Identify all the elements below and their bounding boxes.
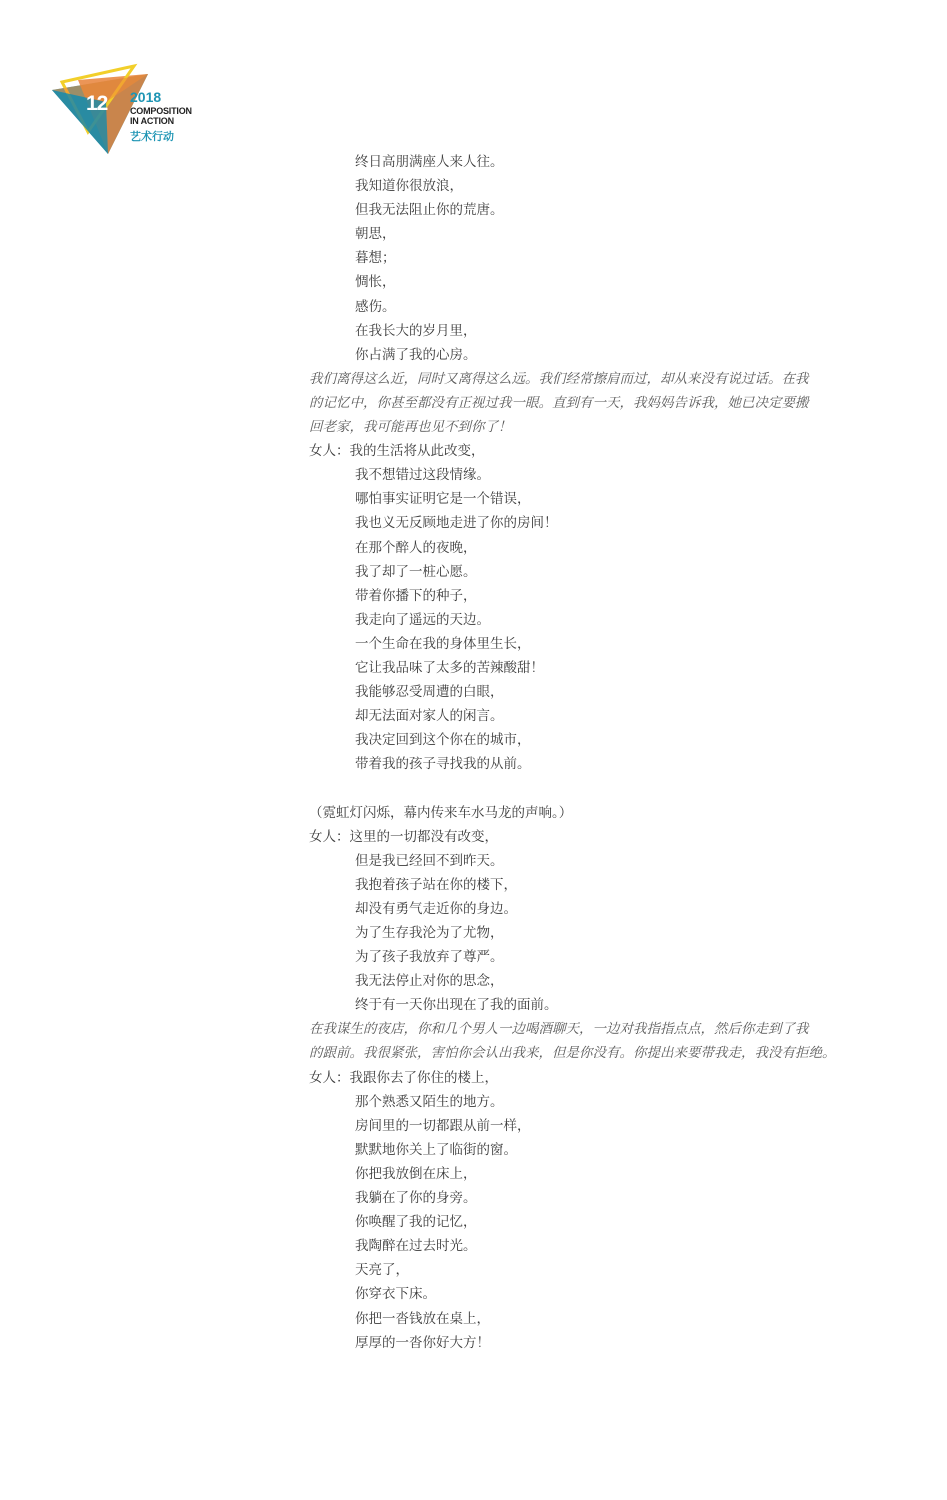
logo-title-line2: IN ACTION xyxy=(130,116,174,126)
verse-line: 你唤醒了我的记忆， xyxy=(355,1214,477,1231)
logo-title-line1: COMPOSITION xyxy=(130,106,192,116)
verse-line: 终于有一天你出现在了我的面前。 xyxy=(355,997,558,1014)
verse-line: 我能够忍受周遭的白眼， xyxy=(355,684,504,701)
verse-line: 却无法面对家人的闲言。 xyxy=(355,708,504,725)
page-number: 12 xyxy=(86,92,108,115)
speaker-label: 女人： xyxy=(309,443,350,460)
stage-direction: （霓虹灯闪烁，幕内传来车水马龙的声响。） xyxy=(309,804,573,821)
verse-line: 暮想； xyxy=(355,250,396,267)
narration-line: 在我谋生的夜店，你和几个男人一边喝酒聊天，一边对我指指点点，然后你走到了我 xyxy=(309,1021,809,1038)
verse-line: 带着我的孩子寻找我的从前。 xyxy=(355,756,531,773)
verse-line: 房间里的一切都跟从前一样， xyxy=(355,1117,531,1134)
logo-year: 2018 xyxy=(130,89,162,105)
verse-line: 在我长大的岁月里， xyxy=(355,322,477,339)
speaker-label: 女人： xyxy=(309,1069,350,1086)
verse-line: 你把我放倒在床上， xyxy=(355,1165,477,1182)
speaker-line xyxy=(309,439,879,463)
verse-line: 我不想错过这段情缘。 xyxy=(355,467,490,484)
verse-line: 你把一沓钱放在桌上， xyxy=(355,1310,490,1327)
verse-line: 为了孩子我放弃了尊严。 xyxy=(355,949,504,966)
verse-line: 我决定回到这个你在的城市， xyxy=(355,732,531,749)
verse-line: 朝思， xyxy=(355,226,396,243)
logo-title-cn: 艺术行动 xyxy=(130,130,174,143)
verse-text: 我的生活将从此改变， xyxy=(349,443,485,460)
script-body xyxy=(309,150,879,1355)
narration-line: 回老家，我可能再也见不到你了！ xyxy=(309,419,512,436)
verse-line: 我也义无反顾地走进了你的房间！ xyxy=(355,515,558,532)
verse-line: 它让我品味了太多的苦辣酸甜！ xyxy=(355,659,544,676)
verse-line: 却没有勇气走近你的身边。 xyxy=(355,900,517,917)
narration-line: 的记忆中，你甚至都没有正视过我一眼。直到有一天，我妈妈告诉我，她已决定要搬 xyxy=(309,394,809,411)
verse-line: 哪怕事实证明它是一个错误， xyxy=(355,491,531,508)
verse-line: 我陶醉在过去时光。 xyxy=(355,1238,477,1255)
verse-line: 但是我已经回不到昨天。 xyxy=(355,852,504,869)
speaker-label: 女人： xyxy=(309,828,350,845)
verse-line: 天亮了， xyxy=(355,1262,409,1279)
verse-line: 厚厚的一沓你好大方！ xyxy=(355,1334,490,1351)
verse-line: 我知道你很放浪， xyxy=(355,178,463,195)
narration-line: 我们离得这么近，同时又离得这么远。我们经常擦肩而过，却从来没有说过话。在我 xyxy=(309,370,809,387)
verse-line: 我无法停止对你的思念， xyxy=(355,973,504,990)
verse-line: 一个生命在我的身体里生长， xyxy=(355,635,531,652)
verse-line: 你占满了我的心房。 xyxy=(355,346,477,363)
verse-line: 那个熟悉又陌生的地方。 xyxy=(355,1093,504,1110)
verse-line: 终日高朋满座人来人往。 xyxy=(355,154,504,170)
verse-line: 在那个醉人的夜晚， xyxy=(355,539,477,556)
verse-line: 惆怅， xyxy=(355,274,396,291)
verse-line: 但我无法阻止你的荒唐。 xyxy=(355,202,504,219)
verse-line: 默默地你关上了临街的窗。 xyxy=(355,1141,517,1158)
verse-line: 带着你播下的种子， xyxy=(355,587,477,604)
verse-line: 我了却了一桩心愿。 xyxy=(355,563,477,580)
narration-line: 的跟前。我很紧张，害怕你会认出我来，但是你没有。你提出来要带我走，我没有拒绝。 xyxy=(309,1045,836,1062)
verse-text: 这里的一切都没有改变， xyxy=(349,828,498,845)
speaker-line xyxy=(309,825,879,849)
speaker-line xyxy=(309,1066,879,1090)
verse-line: 感伤。 xyxy=(355,298,396,315)
verse-line: 为了生存我沦为了尤物， xyxy=(355,925,504,941)
verse-line: 我走向了遥远的天边。 xyxy=(355,611,490,628)
logo xyxy=(48,62,198,162)
verse-text: 我跟你去了你住的楼上， xyxy=(349,1069,498,1086)
verse-line: 我躺在了你的身旁。 xyxy=(355,1190,477,1207)
verse-line: 你穿衣下床。 xyxy=(355,1286,436,1303)
verse-line: 我抱着孩子站在你的楼下， xyxy=(355,876,517,893)
spacer xyxy=(309,776,879,800)
